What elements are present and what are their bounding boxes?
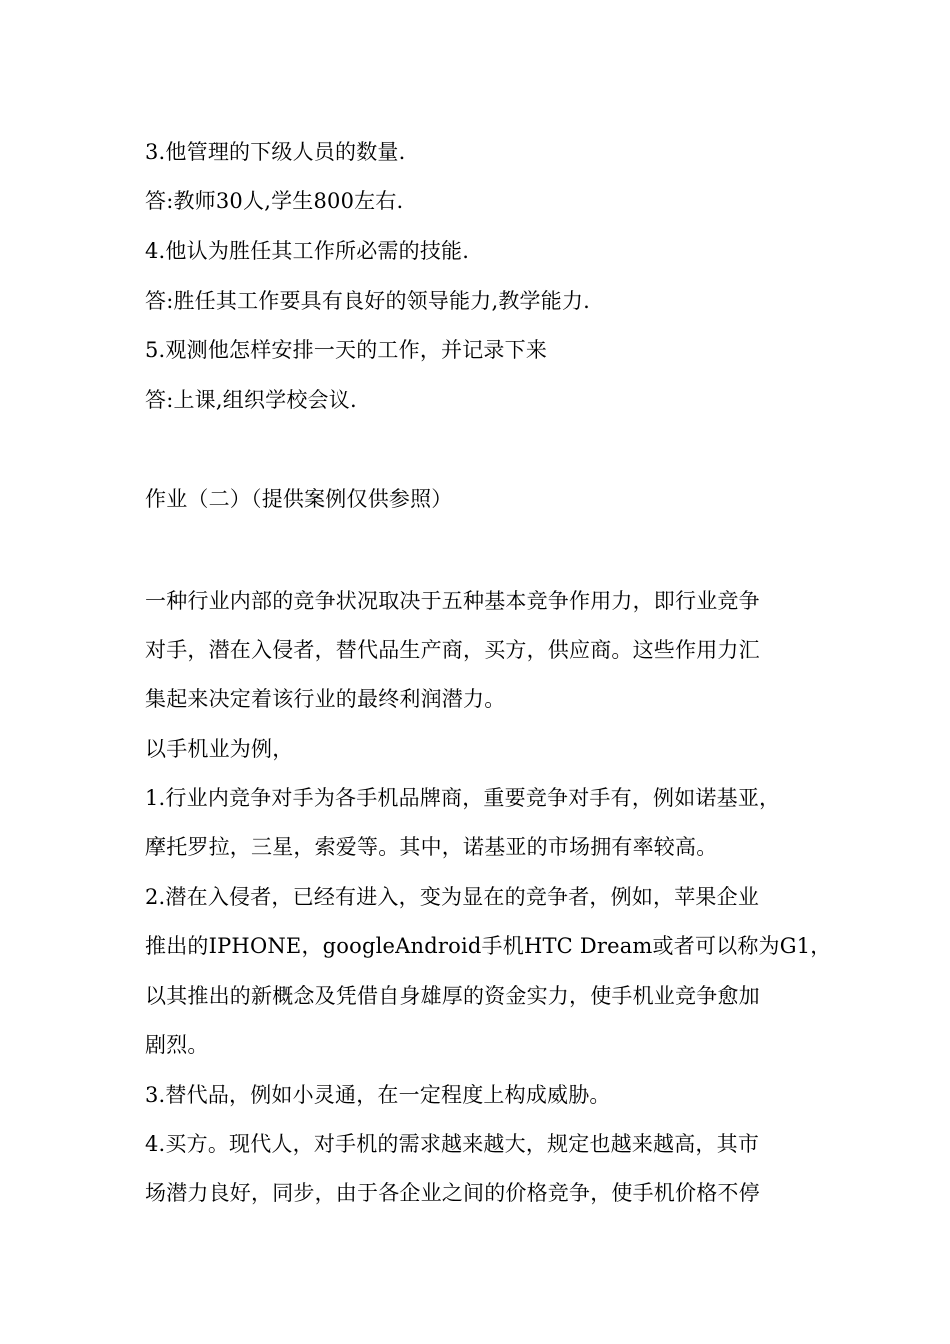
text-line: 4.他认为胜任其工作所必需的技能. xyxy=(145,239,470,263)
text-line: 答:教师30人,学生800左右. xyxy=(145,189,404,213)
text-line: 对手，潜在入侵者，替代品生产商，买方，供应商。这些作用力汇 xyxy=(145,638,760,662)
text-line: 一种行业内部的竞争状况取决于五种基本竞争作用力，即行业竞争 xyxy=(145,589,760,613)
text-line: 1.行业内竞争对手为各手机品牌商，重要竞争对手有，例如诺基亚， xyxy=(145,786,781,810)
text-line: 5.观测他怎样安排一天的工作，并记录下来 xyxy=(145,338,548,362)
text-line: 2.潜在入侵者，已经有进入，变为显在的竞争者，例如，苹果企业 xyxy=(145,885,760,909)
section-heading: 作业（二）（提供案例仅供参照） xyxy=(145,487,453,511)
text-line: 摩托罗拉，三星，索爱等。其中，诺基亚的市场拥有率较高。 xyxy=(145,835,718,859)
text-line: 3.替代品，例如小灵通，在一定程度上构成威胁。 xyxy=(145,1083,611,1107)
text-line: 集起来决定着该行业的最终利润潜力。 xyxy=(145,687,506,711)
text-line: 4.买方。现代人，对手机的需求越来越大，规定也越来越高，其市 xyxy=(145,1132,760,1156)
text-line: 答:上课,组织学校会议. xyxy=(145,388,357,412)
text-line: 剧烈。 xyxy=(145,1033,209,1057)
text-line: 以手机业为例， xyxy=(145,737,294,761)
text-line: 以其推出的新概念及凭借自身雄厚的资金实力，使手机业竞争愈加 xyxy=(145,984,760,1008)
text-line: 推出的IPHONE，googleAndroid手机HTC Dream或者可以称为G1， xyxy=(145,934,832,958)
text-line: 场潜力良好，同步，由于各企业之间的价格竞争，使手机价格不停 xyxy=(145,1181,760,1205)
text-line: 3.他管理的下级人员的数量. xyxy=(145,140,406,164)
text-line: 答:胜任其工作要具有良好的领导能力,教学能力. xyxy=(145,289,591,313)
